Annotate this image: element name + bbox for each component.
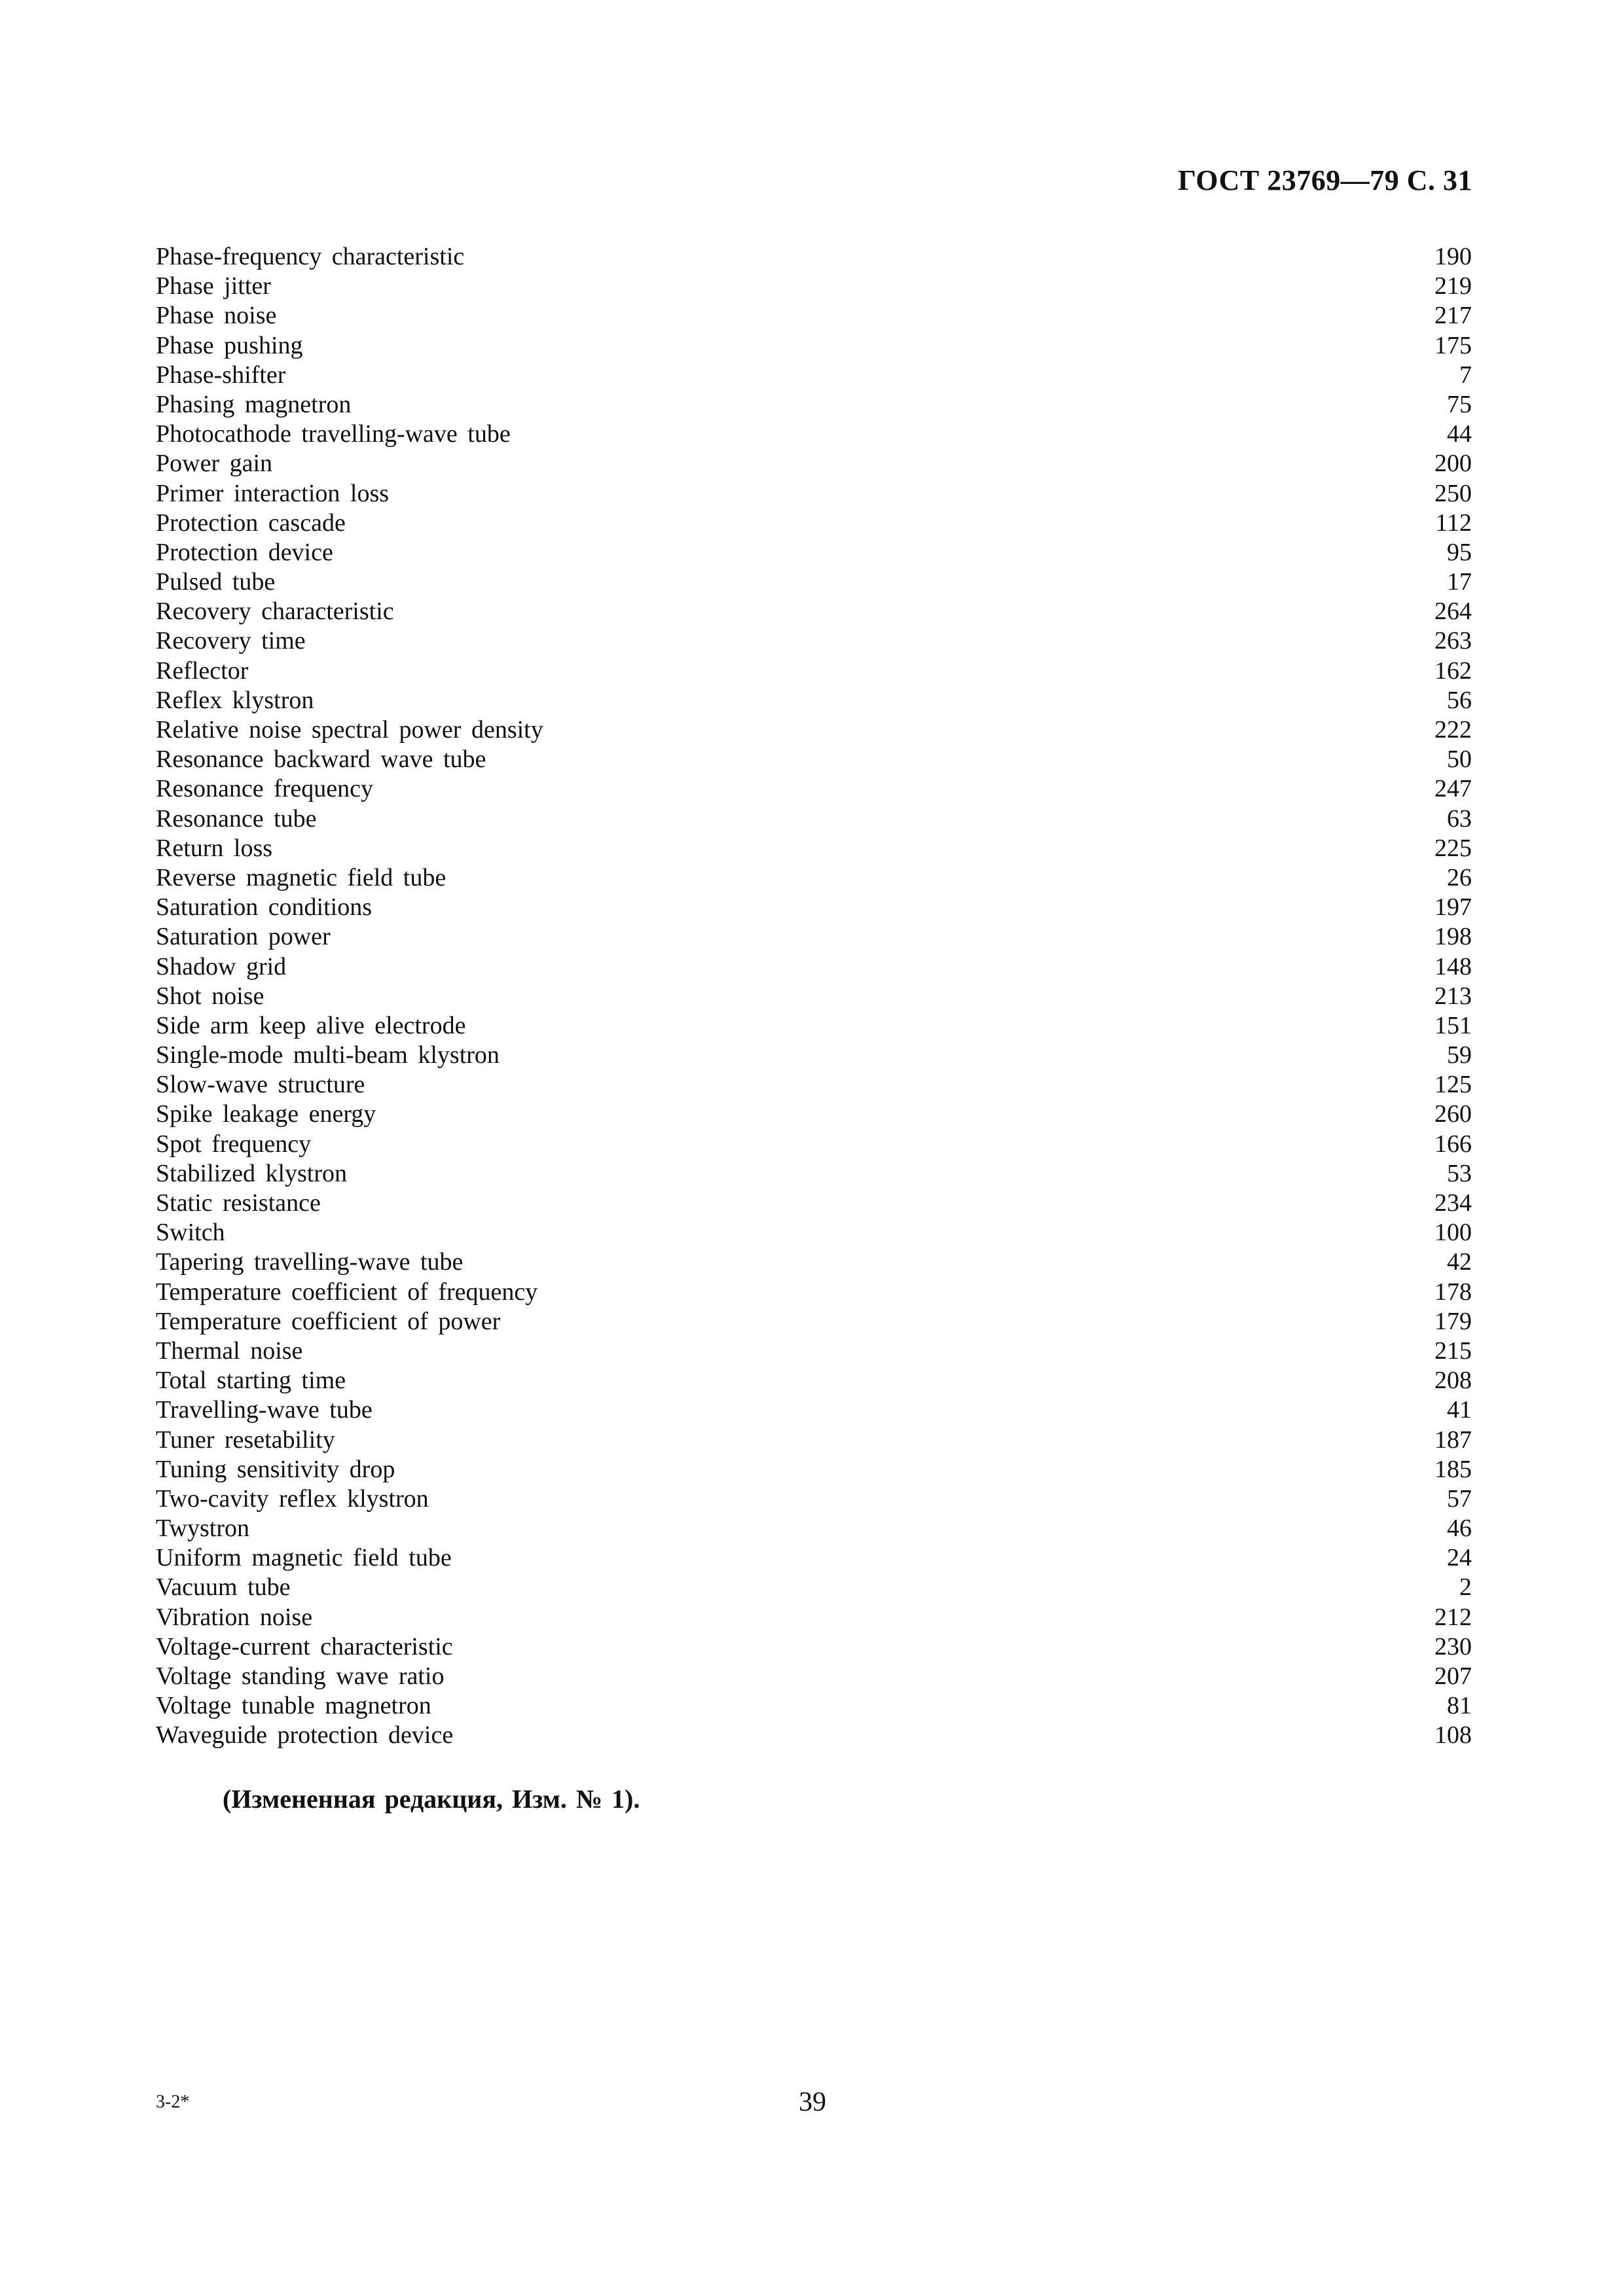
index-term: Protection device [156,538,333,566]
index-entry [156,922,1472,952]
index-page-ref: 100 [1434,1219,1472,1247]
index-page-ref: 234 [1434,1189,1472,1217]
index-entry [156,1603,1472,1632]
index-term: Recovery time [156,627,306,655]
index-entry [156,804,1472,834]
index-page-ref: 57 [1447,1484,1472,1513]
index-entry [156,834,1472,863]
index-entry [156,952,1472,982]
index-term: Phase pushing [156,331,303,359]
index-term: Recovery characteristic [156,598,394,626]
index-entry [156,1189,1472,1218]
index-entry [156,656,1472,686]
index-term: Resonance backward wave tube [156,745,486,774]
index-page-ref: 263 [1434,627,1472,655]
index-term: Primer interaction loss [156,479,390,507]
index-term: Shadow grid [156,952,287,980]
index-entry [156,479,1472,509]
index-page-ref: 260 [1434,1100,1472,1128]
index-page-ref: 24 [1447,1544,1472,1572]
index-term: Slow-wave structure [156,1071,365,1099]
index-entry [156,1662,1472,1691]
index-entry [156,1721,1472,1750]
index-term: Static resistance [156,1189,321,1217]
index-page-ref: 178 [1434,1278,1472,1306]
index-term: Waveguide protection device [156,1721,454,1749]
index-page-ref: 81 [1447,1692,1472,1720]
index-entry [156,893,1472,922]
index-page-ref: 230 [1434,1632,1472,1660]
index-entry [156,1691,1472,1721]
index-entry [156,1218,1472,1247]
index-entry [156,1573,1472,1602]
index-entry [156,1011,1472,1041]
index-term: Phase-shifter [156,361,286,389]
index-entry [156,1307,1472,1336]
index-page-ref: 125 [1434,1071,1472,1099]
index-page-ref: 250 [1434,479,1472,507]
index-term: Saturation power [156,923,331,951]
index-page-ref: 46 [1447,1515,1472,1543]
index-term: Tapering travelling-wave tube [156,1248,464,1276]
index-page-ref: 50 [1447,745,1472,774]
index-page-ref: 247 [1434,775,1472,803]
index-page-ref: 59 [1447,1041,1472,1069]
index-entry [156,538,1472,567]
index-term: Spike leakage energy [156,1100,376,1128]
index-entry [156,567,1472,597]
index-page-ref: 41 [1447,1396,1472,1424]
index-term: Side arm keep alive electrode [156,1011,466,1039]
index-entry [156,1278,1472,1307]
index-page-ref: 108 [1434,1721,1472,1749]
index-page-ref: 179 [1434,1307,1472,1335]
index-entry [156,1336,1472,1366]
index-term: Resonance tube [156,804,317,833]
index-page-ref: 151 [1434,1011,1472,1039]
index-term: Two-cavity reflex klystron [156,1484,429,1513]
index-entry [156,1366,1472,1395]
index-entry [156,1247,1472,1277]
index-term: Return loss [156,834,273,862]
index-entry [156,272,1472,301]
index-page-ref: 187 [1434,1426,1472,1454]
index-term: Phase jitter [156,272,271,300]
index-term: Temperature coefficient of power [156,1307,501,1335]
index-page-ref: 2 [1459,1573,1472,1602]
index-term: Voltage-current characteristic [156,1632,453,1660]
index-term: Reverse magnetic field tube [156,863,447,891]
index-entry [156,509,1472,538]
index-term: Phase-frequency characteristic [156,243,465,270]
term-index-list [156,242,1472,1751]
index-page-ref: 44 [1447,420,1472,448]
index-entry [156,1100,1472,1129]
index-term: Spot frequency [156,1130,312,1158]
index-term: Relative noise spectral power density [156,716,543,744]
page-header: ГОСТ 23769—79 С. 31 [1177,164,1472,196]
index-entry [156,1130,1472,1159]
amendment-note: (Измененная редакция, Изм. № 1). [223,1784,640,1814]
index-page-ref: 56 [1447,686,1472,714]
index-page-ref: 225 [1434,834,1472,862]
index-entry [156,1455,1472,1484]
index-entry [156,745,1472,774]
index-page-ref: 26 [1447,863,1472,891]
index-term: Reflex klystron [156,686,314,714]
index-page-ref: 213 [1434,982,1472,1010]
index-page-ref: 95 [1447,538,1472,566]
index-entry [156,1632,1472,1662]
index-term: Phasing magnetron [156,390,352,418]
index-term: Photocathode travelling-wave tube [156,420,511,448]
index-term: Total starting time [156,1367,346,1395]
index-entry [156,1395,1472,1425]
index-entry [156,1041,1472,1070]
index-page-ref: 7 [1459,361,1472,389]
index-page-ref: 212 [1434,1603,1472,1631]
index-page-ref: 197 [1434,893,1472,922]
index-entry [156,686,1472,715]
index-page-ref: 200 [1434,450,1472,478]
index-entry [156,420,1472,449]
index-entry [156,449,1472,478]
index-page-ref: 112 [1435,509,1472,537]
index-page-ref: 63 [1447,804,1472,833]
index-entry [156,774,1472,804]
index-term: Resonance frequency [156,775,374,803]
index-entry [156,361,1472,390]
index-page-ref: 175 [1434,331,1472,359]
index-term: Tuner resetability [156,1426,335,1454]
index-entry [156,863,1472,893]
index-page-ref: 198 [1434,923,1472,951]
index-term: Pulsed tube [156,568,276,596]
index-term: Tuning sensitivity drop [156,1455,395,1483]
index-page-ref: 75 [1447,390,1472,418]
index-entry [156,1484,1472,1514]
page-number: 39 [799,2087,826,2117]
index-page-ref: 42 [1447,1248,1472,1276]
index-entry [156,331,1472,361]
index-entry [156,1070,1472,1100]
index-entry [156,597,1472,626]
index-term: Shot noise [156,982,264,1010]
index-term: Travelling-wave tube [156,1396,373,1424]
index-entry [156,390,1472,420]
index-page-ref: 207 [1434,1662,1472,1690]
index-term: Phase noise [156,302,277,330]
index-page-ref: 208 [1434,1367,1472,1395]
index-page-ref: 148 [1434,952,1472,980]
index-page-ref: 264 [1434,598,1472,626]
index-page-ref: 162 [1434,656,1472,685]
index-entry [156,242,1472,272]
index-term: Stabilized klystron [156,1159,348,1187]
index-term: Thermal noise [156,1336,303,1365]
index-page-ref: 166 [1434,1130,1472,1158]
index-term: Switch [156,1219,225,1247]
index-term: Uniform magnetic field tube [156,1544,452,1572]
index-entry [156,1426,1472,1455]
index-entry [156,1159,1472,1189]
index-page-ref: 217 [1434,302,1472,330]
index-term: Vacuum tube [156,1573,291,1602]
index-term: Vibration noise [156,1603,313,1631]
index-entry [156,982,1472,1011]
index-term: Single-mode multi-beam klystron [156,1041,500,1069]
index-term: Saturation conditions [156,893,373,922]
footer-code: 3-2* [156,2092,190,2112]
index-entry [156,301,1472,331]
index-term: Voltage standing wave ratio [156,1662,445,1690]
index-entry [156,715,1472,745]
index-page-ref: 53 [1447,1159,1472,1187]
index-term: Power gain [156,450,273,478]
index-page-ref: 185 [1434,1455,1472,1483]
index-entry [156,1543,1472,1573]
index-entry [156,1514,1472,1543]
index-term: Reflector [156,656,249,685]
index-page-ref: 17 [1447,568,1472,596]
index-term: Twystron [156,1515,250,1543]
index-page-ref: 219 [1434,272,1472,300]
index-term: Temperature coefficient of frequency [156,1278,538,1306]
index-term: Voltage tunable magnetron [156,1692,431,1720]
index-page-ref: 222 [1434,716,1472,744]
index-entry [156,626,1472,656]
index-page-ref: 215 [1434,1336,1472,1365]
index-term: Protection cascade [156,509,346,537]
index-page-ref: 190 [1434,243,1472,270]
